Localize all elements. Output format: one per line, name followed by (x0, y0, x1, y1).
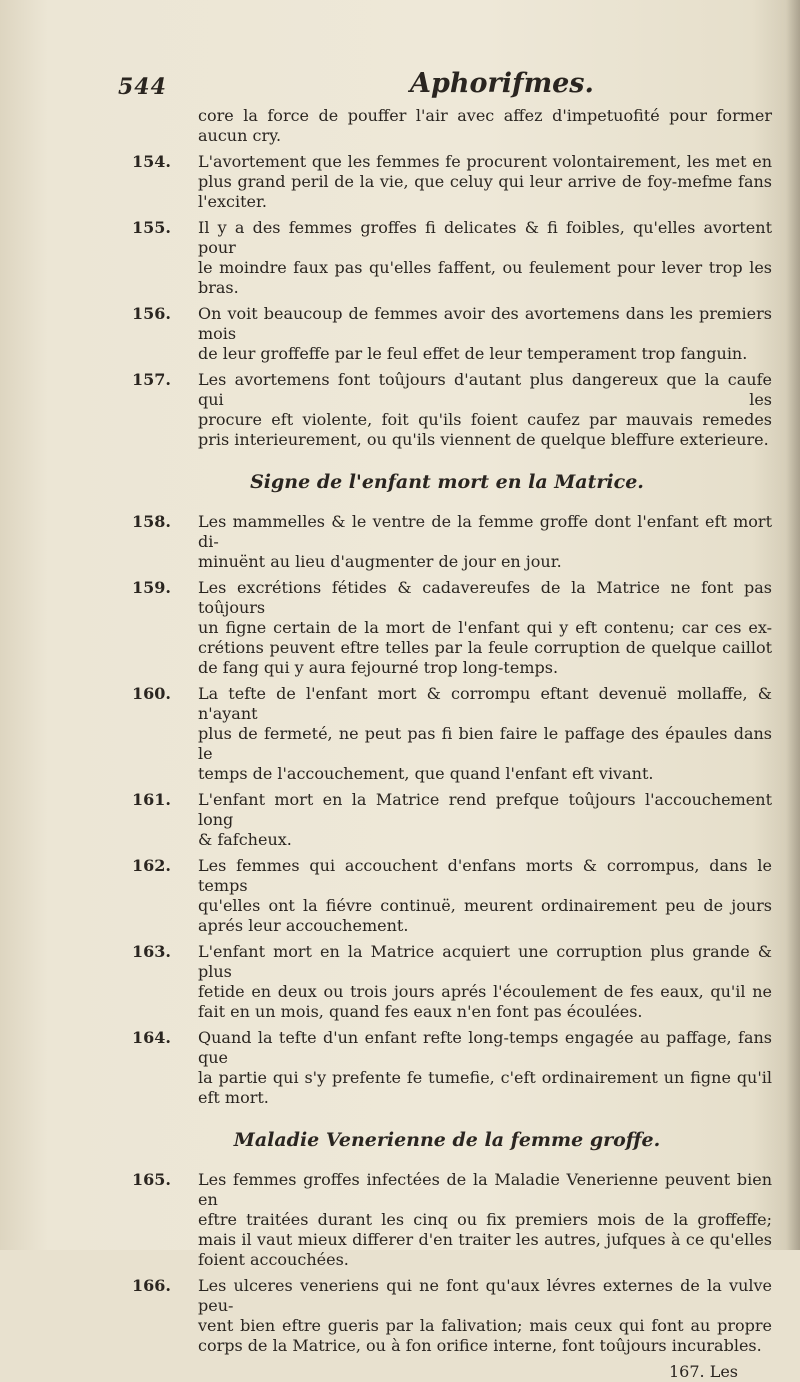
text-line: aucun cry. (198, 126, 282, 145)
aphorism (132, 790, 772, 850)
aphorism-number: 163. (132, 942, 171, 961)
page-edge-shadow (786, 0, 800, 1250)
text-line: corps de la Matrice, ou à fon orifice interne, font toûjours incurables. (198, 1336, 762, 1355)
continued-paragraph (132, 106, 772, 146)
text-line: l'exciter. (198, 192, 267, 211)
aphorism (132, 942, 772, 1022)
aphorism-number: 166. (132, 1276, 171, 1295)
text-line: fait en un mois, quand fes eaux n'en font pas écoulées. (198, 1002, 643, 1021)
text-line: procure eft violente, foit qu'ils foient caufez par mauvais remedes (198, 410, 772, 429)
text-line: eft mort. (198, 1088, 269, 1107)
section-heading-venereal: Maladie Venerienne de la femme groffe. (233, 1129, 661, 1151)
text-line: Il y a des femmes groffes fi delicates & fi foibles, qu'elles avortent pour (198, 218, 772, 257)
aphorism-number: 155. (132, 218, 171, 237)
aphorism-number: 158. (132, 512, 171, 531)
text-line: Les excrétions fétides & cadavereufes de la Matrice ne font pas toûjours (198, 578, 772, 617)
text-line: & fafcheux. (198, 830, 292, 849)
text-line: temps de l'accouchement, que quand l'enfant eft vivant. (198, 764, 654, 783)
aphorism (132, 1276, 772, 1356)
text-line: Les ulceres veneriens qui ne font qu'aux lévres externes de la vulve peu- (198, 1276, 772, 1315)
aphorism (132, 578, 772, 678)
text-line: plus grand peril de la vie, que celuy qui leur arrive de foy-mefme fans (198, 172, 772, 191)
text-line: bras. (198, 278, 239, 297)
text-line: de leur groffeffe par le feul effet de leur temperament trop fanguin. (198, 344, 748, 363)
aphorism-number: 160. (132, 684, 171, 703)
text-line: L'enfant mort en la Matrice rend prefque toûjours l'accouchement long (198, 790, 772, 829)
text-line: Quand la tefte d'un enfant refte long-temps engagée au paffage, fans que (198, 1028, 772, 1067)
page-number: 544 (118, 74, 167, 100)
aphorism-number: 157. (132, 370, 171, 389)
section-heading-dead-child: Signe de l'enfant mort en la Matrice. (250, 471, 644, 493)
aphorism (132, 1028, 772, 1108)
aphorism (132, 684, 772, 784)
text-line: minuënt au lieu d'augmenter de jour en jour. (198, 552, 562, 571)
aphorism (132, 512, 772, 572)
aphorism-number: 164. (132, 1028, 171, 1047)
text-line: Les mammelles & le ventre de la femme groffe dont l'enfant eft mort di- (198, 512, 772, 551)
aphorism (132, 1170, 772, 1270)
text-line: de fang qui y aura fejourné trop long-temps. (198, 658, 559, 677)
text-line: mais il vaut mieux differer d'en traiter les autres, jufques à ce qu'elles (198, 1230, 772, 1249)
text-line: un figne certain de la mort de l'enfant qui y eft contenu; car ces ex- (198, 618, 772, 637)
aphorism-group-venereal (132, 1170, 772, 1356)
aphorism (132, 370, 772, 450)
page-content (132, 106, 772, 1382)
text-line: La tefte de l'enfant mort & corrompu eftant devenuë mollaffe, & n'ayant (198, 684, 772, 723)
text-line: Les femmes groffes infectées de la Maladie Venerienne peuvent bien en (198, 1170, 772, 1209)
text-line: Les femmes qui accouchent d'enfans morts & corrompus, dans le temps (198, 856, 772, 895)
text-line: crétions peuvent eftre telles par la feule corruption de quelque caillot (198, 638, 772, 657)
text-line: Les avortemens font toûjours d'autant plus dangereux que la caufe qui les (198, 370, 772, 409)
aphorism-number: 156. (132, 304, 171, 323)
text-line: core la force de pouffer l'air avec affez d'impetuofité pour former (198, 106, 772, 125)
text-line: eftre traitées durant les cinq ou fix premiers mois de la groffeffe; (198, 1210, 772, 1229)
aphorism-group-dead-child (132, 512, 772, 1108)
aphorism-number: 165. (132, 1170, 171, 1189)
text-line: On voit beaucoup de femmes avoir des avortemens dans les premiers mois (198, 304, 772, 343)
text-line: plus de fermeté, ne peut pas fi bien faire le paffage des épaules dans le (198, 724, 772, 763)
aphorism-number: 154. (132, 152, 171, 171)
text-line: la partie qui s'y prefente fe tumefie, c'eft ordinairement un figne qu'il (198, 1068, 772, 1087)
catchword: 167. Les (668, 1362, 738, 1381)
aphorism-number: 161. (132, 790, 171, 809)
aphorism (132, 856, 772, 936)
text-line: L'enfant mort en la Matrice acquiert une corruption plus grande & plus (198, 942, 772, 981)
aphorism-number: 159. (132, 578, 171, 597)
text-line: vent bien eftre gueris par la falivation; mais ceux qui font au propre (198, 1316, 772, 1335)
text-line: L'avortement que les femmes fe procurent volontairement, les met en (198, 152, 772, 171)
text-line: pris interieurement, ou qu'ils viennent de quelque bleffure exterieure. (198, 430, 769, 449)
text-line: le moindre faux pas qu'elles faffent, ou feulement pour lever trop les (198, 258, 772, 277)
text-line: aprés leur accouchement. (198, 916, 409, 935)
text-line: qu'elles ont la fiévre continuë, meurent ordinairement peu de jours (198, 896, 772, 915)
aphorism (132, 152, 772, 212)
page-header (118, 68, 798, 104)
text-line: foient accouchées. (198, 1250, 349, 1269)
aphorism (132, 304, 772, 364)
text-line: fetide en deux ou trois jours aprés l'écoulement de fes eaux, qu'il ne (198, 982, 772, 1001)
aphorism-number: 162. (132, 856, 171, 875)
aphorism (132, 218, 772, 298)
running-title: Aphorifmes. (410, 68, 594, 99)
aphorism-group-abortion (132, 152, 772, 450)
